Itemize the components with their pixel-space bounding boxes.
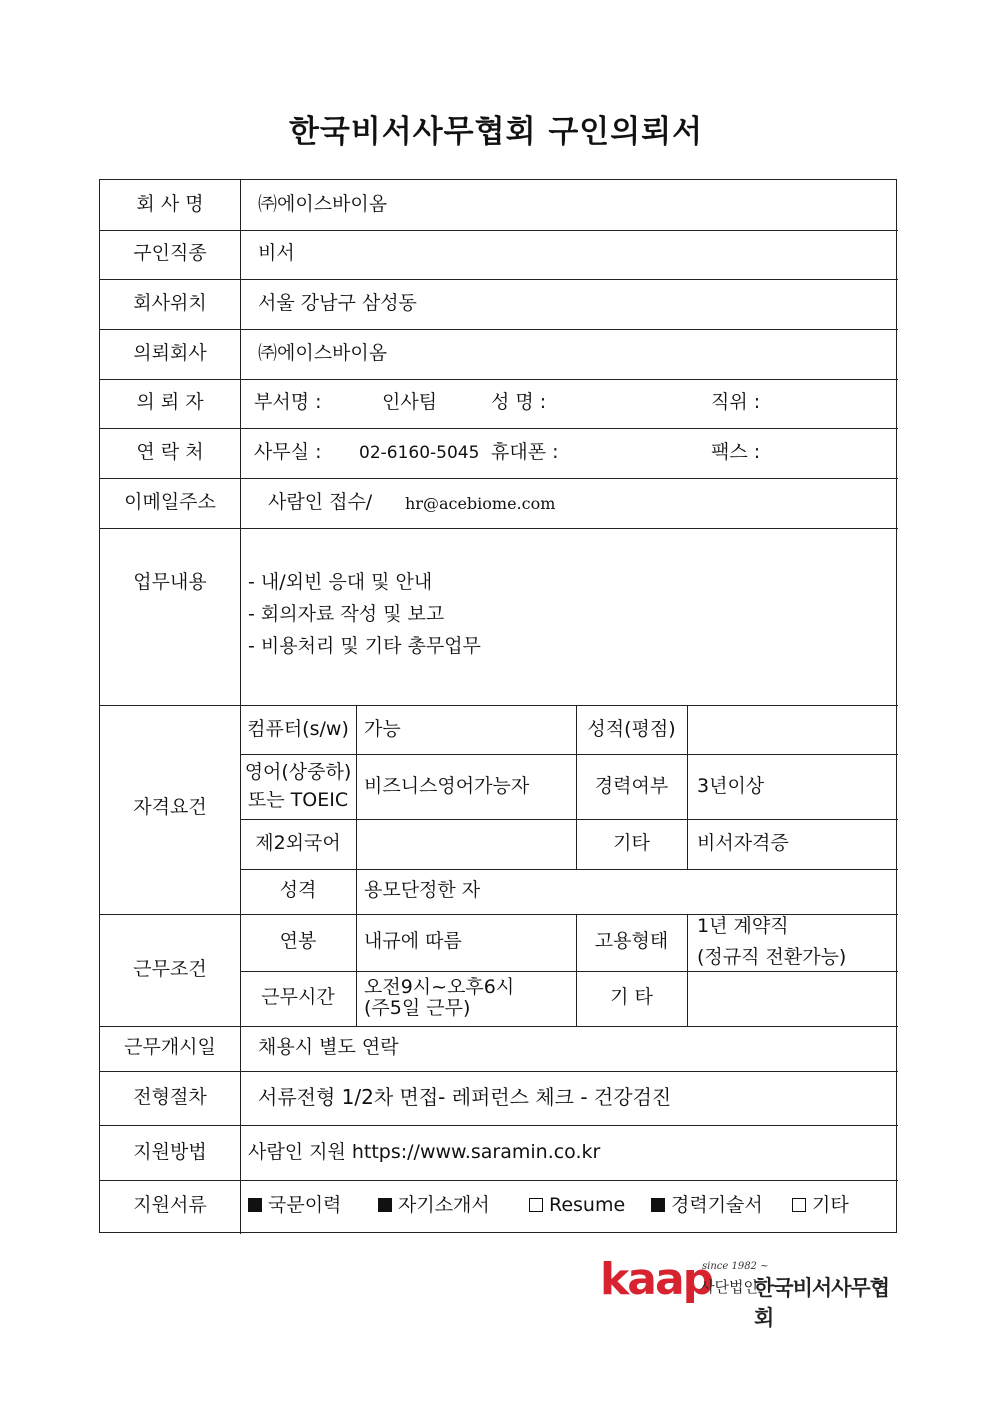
checkbox-checked-icon[interactable] xyxy=(248,1198,262,1212)
hours-note: (주5일 근무) xyxy=(364,997,471,1019)
row-divider xyxy=(240,869,898,870)
career-label: 경력여부 xyxy=(594,775,669,797)
apply-method-value: 사람인 지원 https://www.saramin.co.kr xyxy=(248,1141,601,1163)
computer-value: 가능 xyxy=(364,718,401,740)
english-value: 비즈니스영어가능자 xyxy=(364,775,530,797)
logo-subtitle: 사단법인 xyxy=(700,1278,758,1296)
duty-item: - 비용처리 및 기타 총무업무 xyxy=(248,635,481,657)
checkbox-empty-icon[interactable] xyxy=(792,1198,806,1212)
dept-value: 인사팀 xyxy=(382,391,438,413)
location-label: 회사위치 xyxy=(133,292,207,314)
conditions-etc-label: 기 타 xyxy=(610,986,653,1008)
kaap-logo xyxy=(600,1254,900,1330)
grade-label: 성적(평점) xyxy=(587,718,676,740)
duties-label: 업무내용 xyxy=(133,571,207,593)
column-divider xyxy=(687,914,688,1026)
logo-mark: kaap xyxy=(600,1254,713,1305)
row-divider xyxy=(100,428,898,429)
hours-value: 오전9시~오후6시 xyxy=(364,976,515,998)
dept-label: 부서명 : xyxy=(254,391,322,413)
row-divider xyxy=(240,971,898,972)
job-type-label: 구인직종 xyxy=(133,242,207,264)
company-value: ㈜에이스바이옴 xyxy=(258,193,388,215)
qualifications-label: 자격요건 xyxy=(133,796,207,818)
employment-note: (정규직 전환가능) xyxy=(697,946,847,968)
qual-etc-value: 비서자격증 xyxy=(697,832,789,854)
row-divider xyxy=(100,1180,898,1181)
email-label: 이메일주소 xyxy=(124,491,216,513)
row-divider xyxy=(100,329,898,330)
row-divider xyxy=(100,705,898,706)
career-value: 3년이상 xyxy=(697,775,765,797)
employment-value: 1년 계약직 xyxy=(697,915,789,937)
checkbox-checked-icon[interactable] xyxy=(378,1198,392,1212)
row-divider xyxy=(100,379,898,380)
logo-since: since 1982 ~ xyxy=(702,1261,769,1272)
checkbox-checked-icon[interactable] xyxy=(651,1198,665,1212)
personality-label: 성격 xyxy=(279,879,317,901)
checkbox-empty-icon[interactable] xyxy=(529,1198,543,1212)
document-item: 자기소개서 xyxy=(378,1196,490,1215)
duty-item: - 내/외빈 응대 및 안내 xyxy=(248,571,433,593)
personality-value: 용모단정한 자 xyxy=(364,879,481,901)
office-phone: 02-6160-5045 xyxy=(359,443,480,463)
qual-etc-label: 기타 xyxy=(613,832,650,854)
fax-label: 팩스 : xyxy=(711,441,761,463)
name-label: 성 명 : xyxy=(491,391,547,413)
toeic-label: 또는 TOEIC xyxy=(247,789,349,811)
salary-label: 연봉 xyxy=(279,930,317,952)
hours-label: 근무시간 xyxy=(261,986,335,1008)
start-date-label: 근무개시일 xyxy=(124,1036,216,1058)
column-divider xyxy=(687,705,688,869)
mobile-label: 휴대폰 : xyxy=(491,441,559,463)
position-label: 직위 : xyxy=(711,391,761,413)
salary-value: 내규에 따름 xyxy=(364,930,462,952)
computer-label: 컴퓨터(s/w) xyxy=(247,718,349,740)
email-prefix: 사람인 접수/ xyxy=(268,491,373,513)
second-language-label: 제2외국어 xyxy=(255,832,341,854)
row-divider xyxy=(240,819,898,820)
process-label: 전형절차 xyxy=(133,1086,207,1108)
email-address: hr@acebiome.com xyxy=(405,494,556,513)
column-divider xyxy=(356,705,357,1026)
row-divider xyxy=(100,230,898,231)
company-label: 회 사 명 xyxy=(136,193,204,215)
row-divider xyxy=(100,1125,898,1126)
row-divider xyxy=(100,279,898,280)
location-value: 서울 강남구 삼성동 xyxy=(258,292,417,314)
logo-name: 한국비서사무협회 xyxy=(754,1276,890,1330)
page-title: 한국비서사무협회 구인의뢰서 xyxy=(288,114,704,150)
row-divider xyxy=(240,754,898,755)
process-value: 서류전형 1/2차 면접- 레퍼런스 체크 - 건강검진 xyxy=(258,1085,672,1109)
requester-label: 의 뢰 자 xyxy=(136,391,204,413)
row-divider xyxy=(100,1026,898,1027)
row-divider xyxy=(100,528,898,529)
duty-item: - 회의자료 작성 및 보고 xyxy=(248,603,445,625)
documents-label: 지원서류 xyxy=(133,1194,207,1216)
document-item: 기타 xyxy=(792,1196,849,1215)
row-divider xyxy=(100,1071,898,1072)
start-date-value: 채용시 별도 연락 xyxy=(258,1036,399,1058)
conditions-label: 근무조건 xyxy=(133,958,207,980)
english-label: 영어(상중하) xyxy=(244,761,352,783)
column-divider xyxy=(240,180,241,1234)
row-divider xyxy=(100,478,898,479)
document-item: 국문이력 xyxy=(248,1196,341,1215)
document-item: Resume xyxy=(529,1196,625,1215)
client-company-label: 의뢰회사 xyxy=(133,342,207,364)
office-label: 사무실 : xyxy=(254,441,322,463)
job-type-value: 비서 xyxy=(258,242,295,264)
document-item: 경력기술서 xyxy=(651,1196,763,1215)
apply-method-label: 지원방법 xyxy=(133,1141,207,1163)
client-company-value: ㈜에이스바이옴 xyxy=(258,342,388,364)
job-request-form xyxy=(99,179,897,1233)
column-divider xyxy=(576,914,577,1026)
contact-label: 연 락 처 xyxy=(136,441,204,463)
employment-label: 고용형태 xyxy=(594,930,669,952)
